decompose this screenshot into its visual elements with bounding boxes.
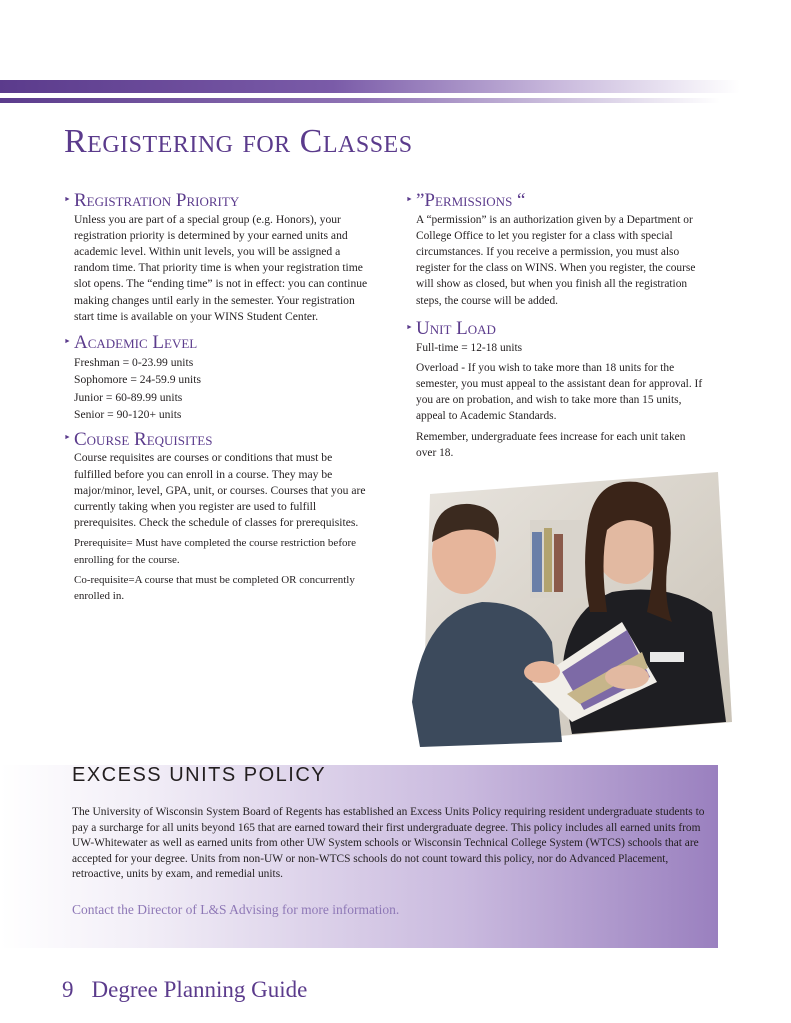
students-reading-photo	[412, 472, 732, 747]
paragraph: Course requisites are courses or conditions that must be fulfilled before you can enroll in a course. They may be major/minor, level, GPA, unit, or courses. Courses that you are currently taking when you register are used to fulfill prerequisites. Check the schedule of classes for prerequisites.	[74, 451, 366, 530]
paragraph: Unless you are part of a special group (e.g. Honors), your registration priority is determined by your earned units and academic level. Within unit levels, you will be assigned a random time. That priority time is when your registration time slot opens. The “ending time” is not in effect: you can continue making changes until early in the semester. Your registration start time is available on your WINS Student Center.	[74, 212, 368, 323]
paragraph: Remember, undergraduate fees increase for each unit taken over 18.	[416, 430, 686, 459]
paragraph: Overload - If you wish to take more than 18 units for the semester, you must appeal to the assistant dean for approval. If you are on probation, and wish to take more than 15 units, appeal to Academic Standards.	[416, 361, 703, 423]
bullet-arrow-icon: ►	[406, 322, 413, 331]
level-line: Senior = 90-120+ units	[74, 408, 182, 422]
paragraph: A “permission” is an authorization given by a Department or College Office to let you register for a class with special circumstances. If you receive a permission, you must also register for the class on WINS. When you register, the course will show as closed, but when you finish all the registration steps, the course will be added.	[416, 213, 696, 307]
page-number: 9	[62, 977, 74, 1002]
section-heading-text: Registration Priority	[74, 190, 240, 211]
section-permissions	[406, 191, 706, 309]
right-column	[406, 191, 706, 467]
section-heading-text: Academic Level	[74, 332, 198, 354]
left-column	[64, 191, 369, 610]
section-unit-load	[406, 319, 706, 461]
section-heading-text: Unit Load	[416, 317, 496, 339]
bullet-arrow-icon: ►	[406, 194, 413, 203]
callout-heading: EXCESS UNITS POLICY	[72, 764, 327, 786]
level-line: Junior = 60-89.99 units	[74, 390, 183, 404]
section-heading	[64, 333, 369, 354]
header-gradient-band	[0, 80, 740, 93]
paragraph: Co-requisite=A course that must be completed OR concurrently enrolled in.	[74, 573, 355, 602]
section-heading-text: ”Permissions “	[416, 190, 526, 211]
section-heading	[406, 191, 706, 212]
section-heading	[406, 319, 706, 340]
section-heading-text: Course Requisites	[74, 428, 213, 450]
paragraph: Prerequisite= Must have completed the course restriction before enrolling for the course.	[74, 537, 357, 566]
level-line: Sophomore = 24-59.9 units	[74, 373, 201, 387]
contact-advising-link: Contact the Director of L&S Advising for more information.	[72, 902, 400, 917]
section-academic-level	[64, 333, 369, 424]
paragraph: Full-time = 12-18 units	[416, 341, 523, 354]
section-course-requisites	[64, 430, 369, 604]
header-thin-band	[0, 98, 720, 103]
guide-title: Degree Planning Guide	[91, 977, 308, 1002]
bullet-arrow-icon: ►	[64, 433, 71, 442]
callout-body: The University of Wisconsin System Board of Regents has established an Excess Units Policy requiring resident undergraduate students to pay a surcharge for all units beyond 165 that are earned toward their first undergraduate degree. This policy includes all earned units from UW-Whitewater as well as earned units from other UW System schools or Wisconsin Technical College System (WTCS) schools that are accepted for your degree. Units from non-UW or non-WTCS schools do not count toward this policy, nor do Advanced Placement, retroactive, units by exam, and remedial units.	[72, 806, 705, 881]
bullet-arrow-icon: ►	[64, 194, 71, 203]
section-registration-priority	[64, 191, 369, 325]
section-heading	[64, 430, 369, 451]
section-heading	[64, 191, 369, 212]
bullet-arrow-icon: ►	[64, 336, 71, 345]
page-footer	[62, 977, 307, 1003]
level-line: Freshman = 0-23.99 units	[74, 355, 194, 369]
page-title: Registering for Classes	[64, 123, 413, 160]
